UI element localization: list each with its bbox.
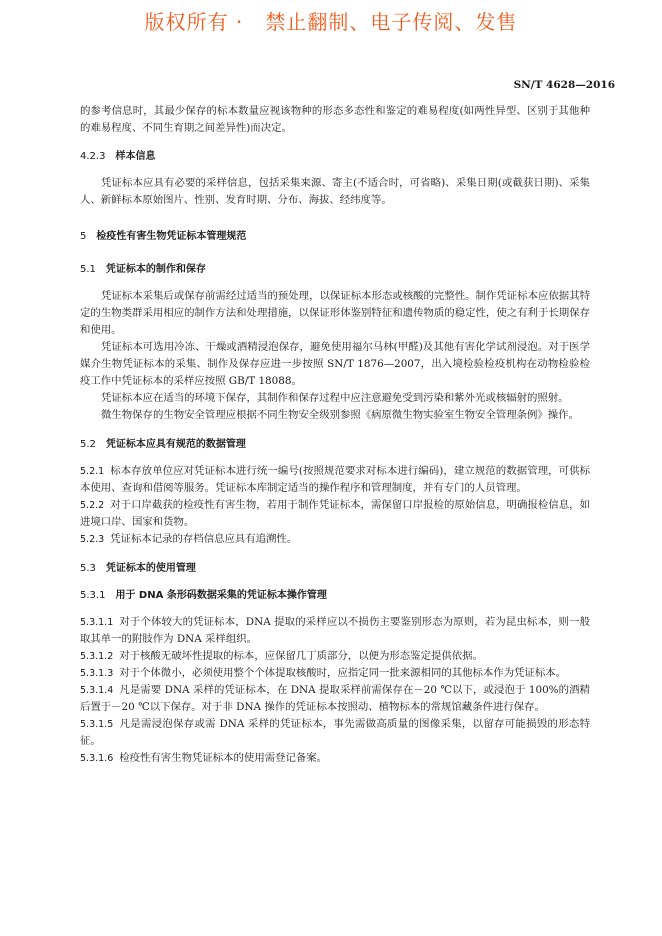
heading-5-3: 5.3 凭证标本的使用管理: [80, 563, 196, 574]
clause-5-3-1-4: 5.3.1.4 凡是需要 DNA 采样的凭证标本，在 DNA 提取采样前需保存在－20 ℃以下，或浸泡于 100%的酒精后置于－20 ℃以下保存。对于非 DNA 操作的凭证标本按照动、植物标本的常规馆藏条件进行保存。: [80, 684, 590, 713]
clause-5-3-1-5: 5.3.1.5 凡是需浸泡保存或需 DNA 采样的凭证标本，事先需做高质量的图像采集，以留存可能损毁的形态特征。: [80, 718, 590, 747]
standard-code: SN/T 4628—2016: [513, 79, 615, 91]
clause-5-3-1-2: 5.3.1.2 对于核酸无破坏性提取的标本，应保留几丁质部分，以便为形态鉴定提供依据。: [80, 650, 483, 662]
heading-4-2-3: 4.2.3 样本信息: [80, 151, 156, 162]
paragraph-5-1-2: 凭证标本可选用冷冻、干燥或酒精浸泡保存，避免使用福尔马林(甲醛)及其他有害化学试剂浸泡。对于医学媒介生物凭证标本的采集、制作及保存应进一步按照 SN/T 1876—2007，出入境检验检疫机构在动物检验检疫工作中凭证标本的采样应按照 GB/T 18088。: [80, 341, 590, 387]
clause-5-3-1-6: 5.3.1.6 检疫性有害生物凭证标本的使用需登记备案。: [80, 752, 328, 764]
clause-5-3-1-1: 5.3.1.1 对于个体较大的凭证标本，DNA 提取的采样应以不损伤主要鉴别形态为原则，若为昆虫标本，则一般取其单一的附肢作为 DNA 采样组织。: [80, 616, 590, 645]
paragraph-4-2-3: 凭证标本应具有必要的采样信息，包括采集来源、寄主(不适合时，可省略)、采集日期(或截获日期)、采集人、新鲜标本原始图片、性别、发育时期、分布、海拔、经纬度等。: [80, 177, 590, 206]
document-body: [80, 103, 590, 767]
clause-5-2-2: 5.2.2 对于口岸截获的检疫性有害生物，若用于制作凭证标本，需保留口岸报检的原始信息，明确报检信息，如进境口岸、国家和货物。: [80, 499, 590, 528]
clause-5-2-1: 5.2.1 标本存放单位应对凭证标本进行统一编号(按照规范要求对标本进行编码)，建立规范的数据管理，可供标本使用、查询和借阅等服务。凭证标本库制定适当的操作程序和管理制度，并有专门的人员管理。: [80, 465, 590, 494]
heading-5-1: 5.1 凭证标本的制作和保存: [80, 264, 206, 275]
clause-5-3-1-3: 5.3.1.3 对于个体微小，必须使用整个个体提取核酸时，应指定同一批来源相同的其他标本作为凭证标本。: [80, 667, 567, 679]
intro-paragraph: 的参考信息时，其最少保存的标本数量应视该物种的形态多态性和鉴定的难易程度(如两性异型、区别于其他种的难易程度、不同生育期之间差异性)而决定。: [80, 105, 590, 134]
paragraph-5-1-4: 微生物保存的生物安全管理应根据不同生物安全级别参照《病原微生物实验室生物安全管理条例》操作。: [101, 409, 579, 421]
heading-5-3-1: 5.3.1 用于 DNA 条形码数据采集的凭证标本操作管理: [80, 590, 327, 601]
clause-5-2-3: 5.2.3 凭证标本记录的存档信息应具有追溯性。: [80, 533, 298, 545]
paragraph-5-1-3: 凭证标本应在适当的环境下保存，其制作和保存过程中应注意避免受到污染和紫外光或核辐射的照射。: [101, 392, 569, 404]
heading-5: 5 检疫性有害生物凭证标本管理规范: [80, 231, 247, 242]
heading-5-2: 5.2 凭证标本应具有规范的数据管理: [80, 439, 246, 450]
copyright-watermark: 版权所有 · 禁止翻制、电子传阅、发售: [144, 10, 518, 34]
paragraph-5-1-1: 凭证标本采集后或保存前需经过适当的预处理，以保证标本形态或核酸的完整性。制作凭证标本应依据其特定的生物类群采用相应的制作方法和处理措施，以保证形体鉴别特征和遗传物质的稳定性，使之有利于长期保存和使用。: [80, 290, 590, 336]
